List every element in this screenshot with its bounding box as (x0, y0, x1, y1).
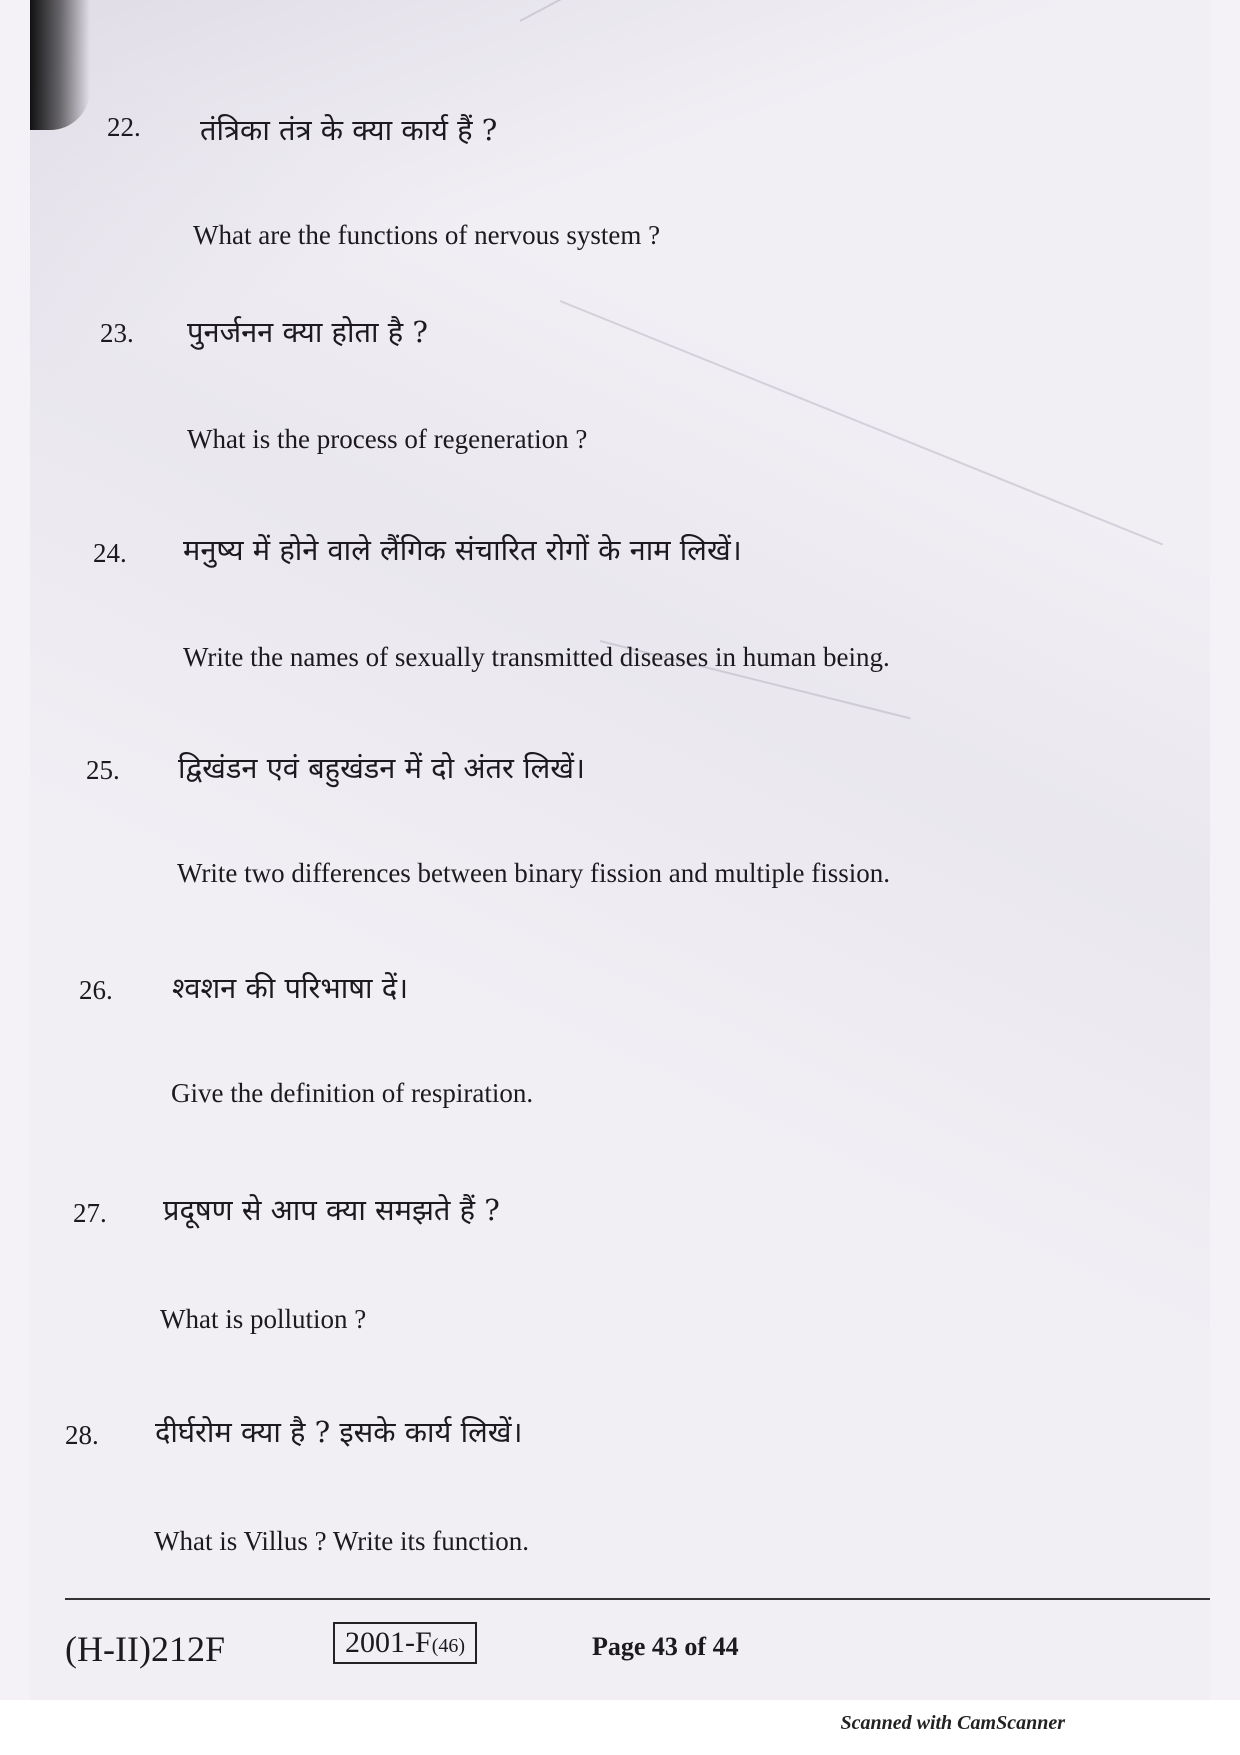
question-hindi: द्विखंडन एवं बहुखंडन में दो अंतर लिखें। (178, 751, 585, 785)
set-code-box (333, 1622, 477, 1664)
question-number: 24. (93, 538, 127, 568)
question-hindi: श्वशन की परिभाषा दें। (172, 971, 409, 1005)
question-hindi: दीर्घरोम क्या है ? इसके कार्य लिखें। (155, 1415, 523, 1449)
question-english: What are the functions of nervous system ? (193, 220, 661, 250)
question-number: 27. (73, 1198, 107, 1228)
page-edge-shadow (30, 0, 90, 130)
question-hindi: प्रदूषण से आप क्या समझते हैं ? (163, 1193, 500, 1227)
question-hindi: तंत्रिका तंत्र के क्या कार्य हैं ? (200, 113, 498, 147)
question-number: 28. (65, 1420, 99, 1450)
question-english: What is pollution ? (160, 1304, 367, 1334)
set-code: 2001-F (345, 1626, 432, 1659)
scanner-watermark: Scanned with CamScanner (840, 1712, 1065, 1734)
question-hindi: मनुष्य में होने वाले लैंगिक संचारित रोगों के नाम लिखें। (183, 533, 742, 567)
footer-rule (65, 1598, 1210, 1600)
question-english: What is the process of regeneration ? (187, 424, 588, 454)
question-english: Give the definition of respiration. (171, 1078, 534, 1108)
question-number: 23. (100, 318, 134, 348)
set-code-suffix: (46) (431, 1635, 466, 1657)
question-english: Write the names of sexually transmitted diseases in human being. (183, 642, 890, 672)
question-number: 22. (107, 112, 141, 142)
question-english: Write two differences between binary fission and multiple fission. (177, 858, 890, 888)
question-english: What is Villus ? Write its function. (154, 1526, 529, 1556)
paper-code: (H-II)212F (65, 1629, 225, 1669)
question-hindi: पुनर्जनन क्या होता है ? (187, 315, 428, 349)
question-number: 25. (86, 755, 120, 785)
question-number: 26. (79, 975, 113, 1005)
page-indicator: Page 43 of 44 (592, 1632, 739, 1661)
